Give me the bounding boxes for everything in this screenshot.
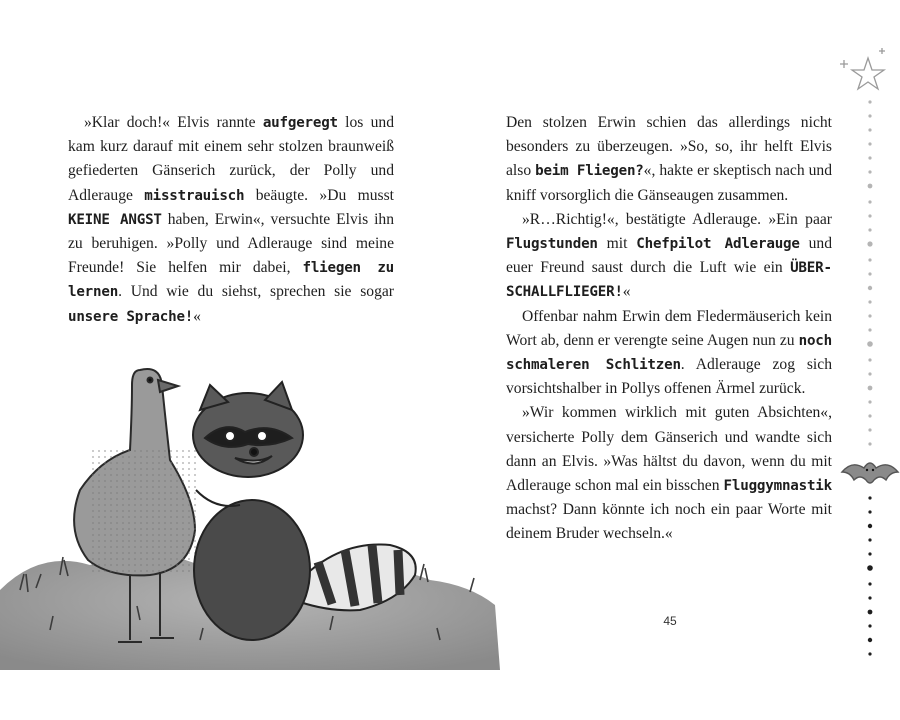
paragraph <box>506 305 832 402</box>
emphasis-text: KEINE ANGST <box>68 211 162 228</box>
text-run: . Und wie du siehst, sprechen sie sogar <box>118 283 394 301</box>
text-run: und euer Freund saust durch die Luft wie ein <box>506 235 832 277</box>
text-run: haben, Erwin«, versuchte Elvis ihn zu beruhigen. »Polly und Adlerauge sind meine Freunde! Sie helfen mir dabei, <box>68 210 394 277</box>
emphasis-text: unsere Sprache! <box>68 308 194 325</box>
text-run: »Klar doch!« Elvis rannte <box>84 114 263 131</box>
dotted-string-lower <box>867 496 873 655</box>
emphasis-text: beim Fliegen? <box>535 163 644 180</box>
paragraph <box>68 111 394 329</box>
emphasis-text: misstrauisch <box>144 187 245 204</box>
text-run: « <box>622 283 631 301</box>
page-number: 45 <box>663 614 677 628</box>
text-run: . Adlerauge zog sich vorsichtshalber in Pollys offenen Ärmel zurück. <box>506 356 832 398</box>
text-run: mit <box>597 235 637 253</box>
bat-icon <box>842 463 898 483</box>
dotted-string-upper <box>867 100 873 445</box>
text-run: «, hakte er skeptisch nach und kniff vorsorglich die Gänseaugen zusammen. <box>506 162 832 204</box>
text-run: machst? Dann könnte ich noch ein paar Worte mit deinem Bruder wechseln.« <box>506 501 832 543</box>
right-page-text <box>506 111 832 547</box>
text-run: Den stolzen Erwin schien das allerdings nicht besonders zu überzeugen. »So, so, ihr helft Elvis also <box>506 114 832 180</box>
emphasis-text: Fluggymnastik <box>723 478 832 495</box>
emphasis-text: ÜBERSCHALLFLIEGER! <box>506 260 832 301</box>
emphasis-text: fliegen zu lernen <box>68 260 394 301</box>
margin-decoration <box>820 40 900 680</box>
text-run: « <box>193 307 201 325</box>
goose-raccoon-illustration <box>0 340 500 680</box>
text-run: beäugte. »Du musst <box>244 186 394 204</box>
raccoon <box>193 382 416 640</box>
text-run: »Wir kommen wirklich mit guten Absichten«, versicherte Polly dem Gänserich und wandte sich dann an Elvis. »Was hältst du davon, wenn du mit Adlerauge schon mal ein bisschen <box>506 404 832 495</box>
emphasis-text: aufgeregt <box>262 115 338 131</box>
emphasis-text: Chefpilot Adlerauge <box>636 236 800 253</box>
left-page-text <box>68 111 394 329</box>
paragraph <box>506 401 832 546</box>
text-run: los und kam kurz darauf mit einem sehr stolzen braunweiß gefiederten Gänserich zurück, der Polly und Adlerauge <box>68 114 394 204</box>
text-run: Offenbar nahm Erwin dem Fledermäuserich kein Wort ab, denn er verengte seine Augen nun zu <box>506 307 832 349</box>
star-icon <box>840 48 885 89</box>
paragraph <box>506 111 832 208</box>
emphasis-text: Flugstunden <box>506 236 598 253</box>
emphasis-text: noch schmaleren Schlitzen <box>506 332 832 374</box>
text-run: »R…Richtig!«, bestätigte Adlerauge. »Ein paar <box>522 210 832 228</box>
paragraph <box>506 208 832 305</box>
